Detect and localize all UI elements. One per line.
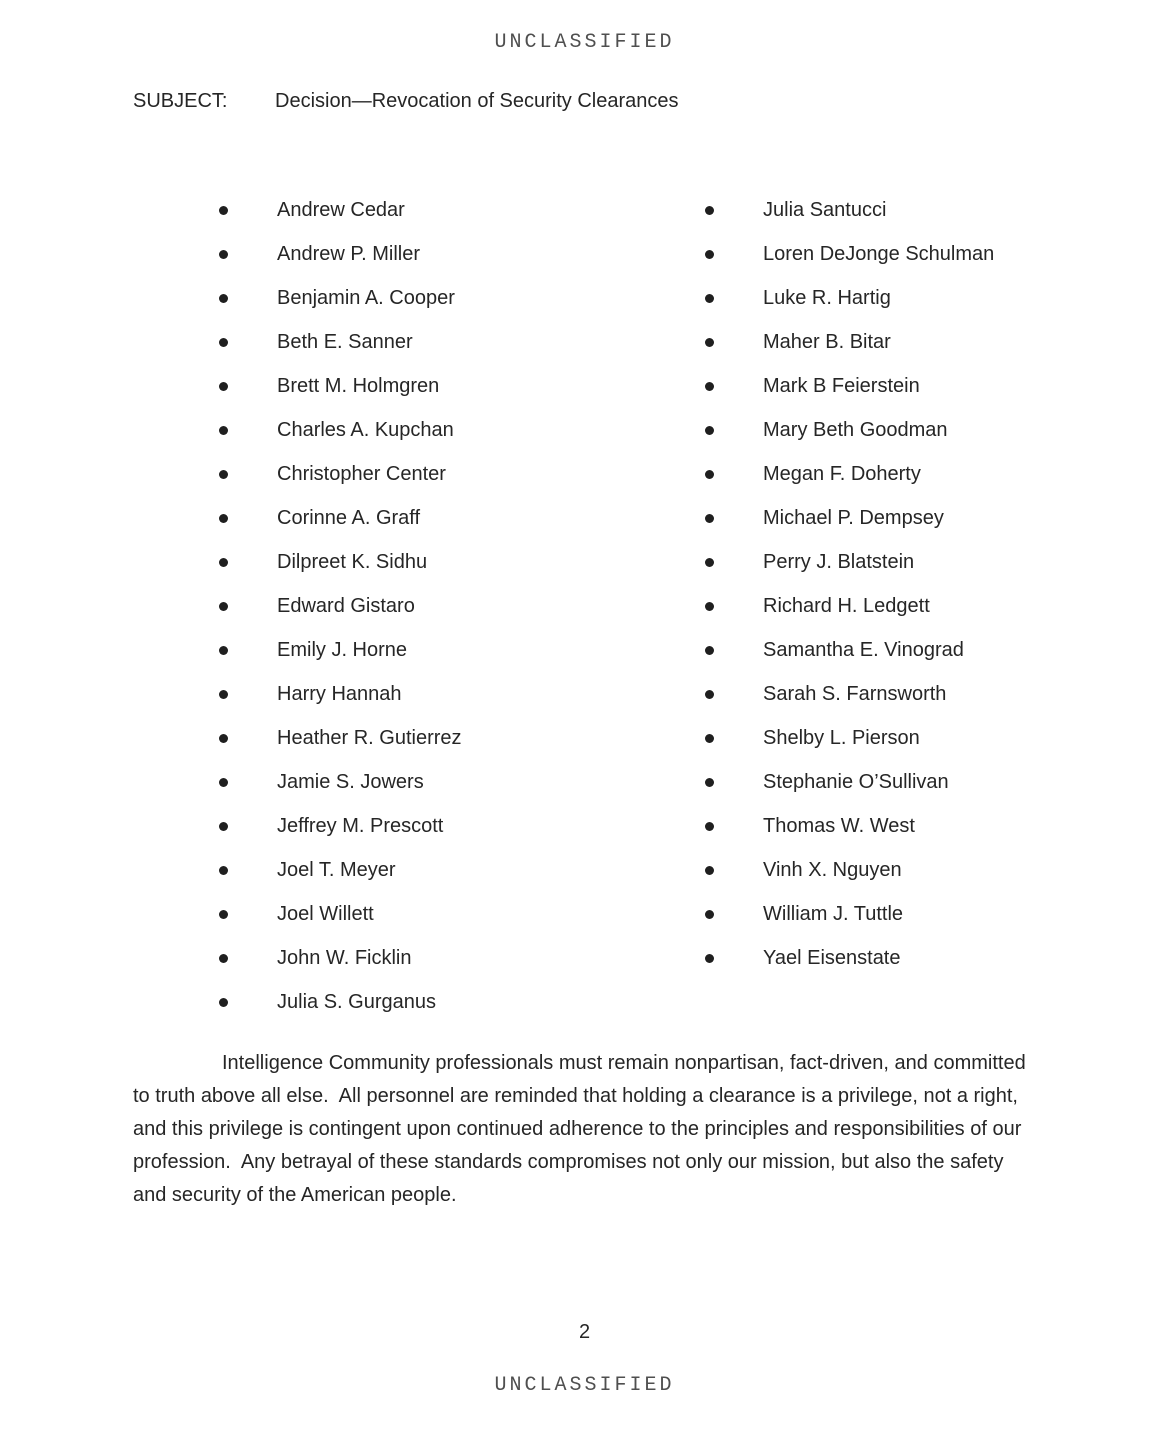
list-item xyxy=(219,364,705,408)
list-item xyxy=(705,628,1169,672)
bullet-icon xyxy=(705,778,714,787)
person-name: Samantha E. Vinograd xyxy=(763,638,964,661)
bullet-icon xyxy=(705,426,714,435)
person-name: Julia Santucci xyxy=(763,198,887,221)
bullet-icon xyxy=(219,206,228,215)
person-name: Andrew P. Miller xyxy=(277,242,421,265)
bullet-icon xyxy=(219,558,228,567)
list-item xyxy=(219,320,705,364)
list-item xyxy=(219,452,705,496)
list-item xyxy=(219,276,705,320)
bullet-icon xyxy=(219,294,228,303)
person-name: Mark B Feierstein xyxy=(763,374,920,397)
names-column-left xyxy=(219,188,705,1024)
list-item xyxy=(705,848,1169,892)
list-item xyxy=(219,540,705,584)
classification-footer: UNCLASSIFIED xyxy=(494,1374,675,1397)
list-item xyxy=(705,716,1169,760)
list-item xyxy=(705,408,1169,452)
person-name: Heather R. Gutierrez xyxy=(277,726,462,749)
revoked-names-list xyxy=(0,188,1169,1024)
person-name: Brett M. Holmgren xyxy=(277,374,440,397)
person-name: Jeffrey M. Prescott xyxy=(277,814,444,837)
list-item xyxy=(219,716,705,760)
bullet-icon xyxy=(705,954,714,963)
list-item xyxy=(705,188,1169,232)
list-item xyxy=(705,936,1169,980)
subject-value: Decision—Revocation of Security Clearances xyxy=(275,90,679,112)
list-item xyxy=(705,540,1169,584)
list-item xyxy=(219,892,705,936)
subject-label: SUBJECT: xyxy=(133,90,228,112)
list-item xyxy=(219,980,705,1024)
list-item xyxy=(705,232,1169,276)
bullet-icon xyxy=(705,734,714,743)
bullet-icon xyxy=(219,602,228,611)
list-item xyxy=(705,320,1169,364)
list-item xyxy=(705,364,1169,408)
bullet-icon xyxy=(705,910,714,919)
bullet-icon xyxy=(219,910,228,919)
bullet-icon xyxy=(705,646,714,655)
bullet-icon xyxy=(705,294,714,303)
bullet-icon xyxy=(219,426,228,435)
bullet-icon xyxy=(219,690,228,699)
bullet-icon xyxy=(219,382,228,391)
classification-header: UNCLASSIFIED xyxy=(494,31,675,54)
person-name: Julia S. Gurganus xyxy=(277,990,436,1013)
bullet-icon xyxy=(219,954,228,963)
list-item xyxy=(219,672,705,716)
bullet-icon xyxy=(705,206,714,215)
person-name: Shelby L. Pierson xyxy=(763,726,920,749)
bullet-icon xyxy=(219,778,228,787)
bullet-icon xyxy=(705,382,714,391)
bullet-icon xyxy=(219,866,228,875)
person-name: Jamie S. Jowers xyxy=(277,770,424,793)
person-name: John W. Ficklin xyxy=(277,946,412,969)
person-name: Vinh X. Nguyen xyxy=(763,858,902,881)
bullet-icon xyxy=(705,866,714,875)
list-item xyxy=(705,760,1169,804)
person-name: Dilpreet K. Sidhu xyxy=(277,550,428,573)
person-name: Mary Beth Goodman xyxy=(763,418,948,441)
person-name: Joel T. Meyer xyxy=(277,858,396,881)
person-name: Beth E. Sanner xyxy=(277,330,413,353)
person-name: Corinne A. Graff xyxy=(277,506,421,529)
list-item xyxy=(219,232,705,276)
list-item xyxy=(219,804,705,848)
bullet-icon xyxy=(705,338,714,347)
closing-paragraph: Intelligence Community professionals must remain nonpartisan, fact-driven, and committed to truth above all else. All personnel are reminded that holding a clearance is a privilege, not a right, and this privilege is contingent upon continued adherence to the principles and responsibilities of our profession. Any betrayal of these standards compromises not only our mission, but also the safety and security of the American people. xyxy=(133,1052,1032,1206)
bullet-icon xyxy=(705,690,714,699)
bullet-icon xyxy=(219,470,228,479)
person-name: Yael Eisenstate xyxy=(763,946,901,969)
person-name: Maher B. Bitar xyxy=(763,330,891,353)
bullet-icon xyxy=(219,514,228,523)
bullet-icon xyxy=(219,734,228,743)
list-item xyxy=(705,584,1169,628)
bullet-icon xyxy=(219,646,228,655)
list-item xyxy=(219,936,705,980)
list-item xyxy=(705,496,1169,540)
bullet-icon xyxy=(219,338,228,347)
person-name: Charles A. Kupchan xyxy=(277,418,454,441)
page-number: 2 xyxy=(578,1321,591,1343)
person-name: Sarah S. Farnsworth xyxy=(763,682,947,705)
list-item xyxy=(219,760,705,804)
bullet-icon xyxy=(705,250,714,259)
page-footer xyxy=(0,1321,1169,1397)
list-item xyxy=(219,584,705,628)
bullet-icon xyxy=(219,822,228,831)
list-item xyxy=(219,496,705,540)
list-item xyxy=(219,408,705,452)
bullet-icon xyxy=(705,558,714,567)
person-name: Edward Gistaro xyxy=(277,594,415,617)
person-name: Richard H. Ledgett xyxy=(763,594,930,617)
list-item xyxy=(219,848,705,892)
person-name: Stephanie O’Sullivan xyxy=(763,770,949,793)
bullet-icon xyxy=(705,470,714,479)
bullet-icon xyxy=(219,998,228,1007)
list-item xyxy=(705,672,1169,716)
bullet-icon xyxy=(705,514,714,523)
bullet-icon xyxy=(705,602,714,611)
bullet-icon xyxy=(705,822,714,831)
person-name: Luke R. Hartig xyxy=(763,286,891,309)
bullet-icon xyxy=(219,250,228,259)
person-name: Benjamin A. Cooper xyxy=(277,286,455,309)
person-name: Emily J. Horne xyxy=(277,638,408,661)
person-name: Andrew Cedar xyxy=(277,198,405,221)
person-name: Thomas W. West xyxy=(763,814,915,837)
list-item xyxy=(705,452,1169,496)
list-item xyxy=(219,628,705,672)
list-item xyxy=(705,804,1169,848)
person-name: Megan F. Doherty xyxy=(763,462,921,485)
person-name: Harry Hannah xyxy=(277,682,402,705)
subject-line xyxy=(133,90,1169,113)
list-item xyxy=(219,188,705,232)
person-name: Loren DeJonge Schulman xyxy=(763,242,995,265)
person-name: Christopher Center xyxy=(277,462,446,485)
person-name: William J. Tuttle xyxy=(763,902,904,925)
person-name: Joel Willett xyxy=(277,902,374,925)
list-item xyxy=(705,892,1169,936)
person-name: Perry J. Blatstein xyxy=(763,550,915,573)
list-item xyxy=(705,276,1169,320)
person-name: Michael P. Dempsey xyxy=(763,506,944,529)
names-column-right xyxy=(705,188,1169,1024)
